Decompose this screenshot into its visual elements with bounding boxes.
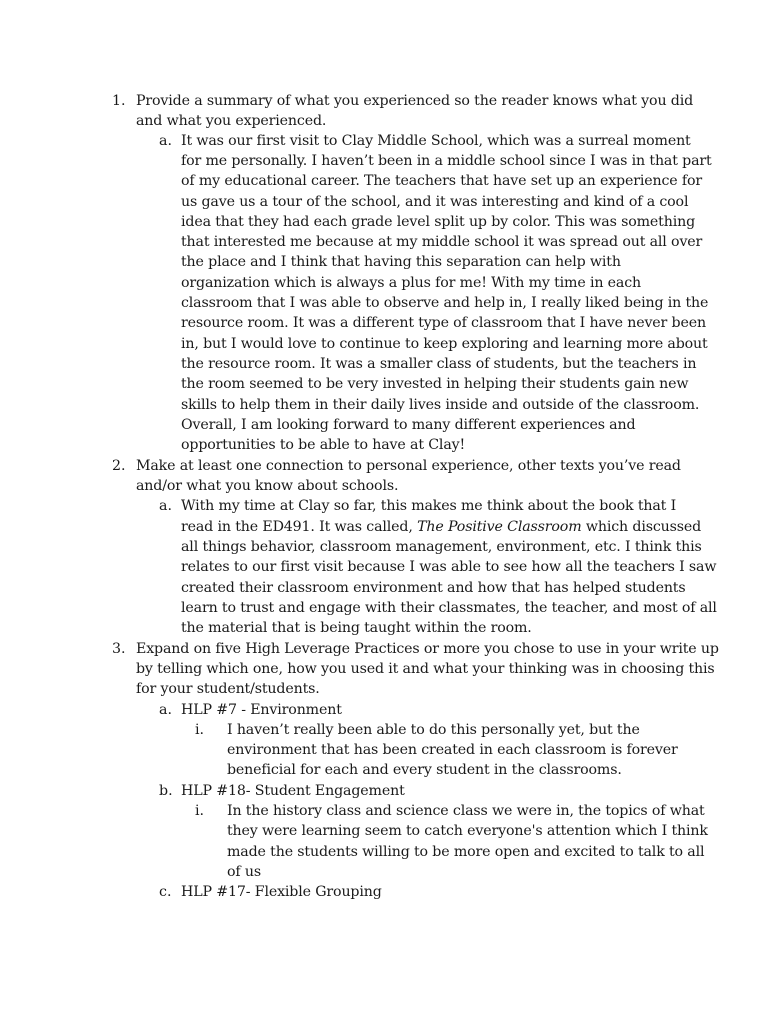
answer-line: skills to help them in their daily lives inside and outside of the classroom. [181, 397, 700, 413]
book-title: The Positive Classroom [417, 519, 582, 535]
answer-line: of us [227, 864, 261, 880]
list-marker: 1. [112, 93, 126, 109]
answer-line: It was our first visit to Clay Middle School, which was a surreal moment [181, 133, 691, 149]
list-marker: a. [159, 498, 172, 514]
answer-line: the material that is being taught within the room. [181, 620, 532, 636]
list-marker: b. [159, 783, 173, 799]
answer-line: that interested me because at my middle school it was spread out all over [181, 234, 703, 250]
answer-line: Overall, I am looking forward to many different experiences and [181, 417, 636, 433]
answer-line: relates to our first visit because I was able to see how all the teachers I saw [181, 559, 717, 575]
answer-line: classroom that I was able to observe and help in, I really liked being in the [181, 295, 709, 311]
question-line: Expand on five High Leverage Practices or more you chose to use in your write up [136, 641, 719, 657]
text-run: which discussed [581, 519, 702, 535]
answer-line: environment that has been created in each classroom is forever [227, 742, 678, 758]
answer-line: learn to trust and engage with their classmates, the teacher, and most of all [181, 600, 717, 616]
list-marker: i. [195, 803, 205, 819]
answer-line: they were learning seem to catch everyone's attention which I think [227, 823, 708, 839]
answer-line: organization which is always a plus for me! With my time in each [181, 275, 642, 291]
answer-line: us gave us a tour of the school, and it was interesting and kind of a cool [181, 194, 689, 210]
answer-line: made the students willing to be more open and excited to talk to all [227, 844, 705, 860]
question-line: and/or what you know about schools. [136, 478, 399, 494]
answer-line: idea that they had each grade level split up by color. This was something [181, 214, 696, 230]
answer-line: for me personally. I haven’t been in a middle school since I was in that part [181, 153, 712, 169]
question-line: Provide a summary of what you experienced so the reader knows what you did [136, 93, 694, 109]
list-marker: i. [195, 722, 205, 738]
question-line: Make at least one connection to personal experience, other texts you’ve read [136, 458, 681, 474]
answer-line: With my time at Clay so far, this makes me think about the book that I [181, 498, 677, 514]
answer-line: the resource room. It was a smaller class of students, but the teachers in [181, 356, 697, 372]
hlp-heading: HLP #7 - Environment [181, 702, 342, 718]
answer-line: of my educational career. The teachers that have set up an experience for [181, 173, 703, 189]
answer-line: all things behavior, classroom management, environment, etc. I think this [181, 539, 702, 555]
text-run: read in the ED491. It was called, [181, 519, 418, 535]
answer-line: the room seemed to be very invested in helping their students gain new [181, 376, 689, 392]
hlp-heading: HLP #17- Flexible Grouping [181, 884, 382, 900]
answer-line: opportunities to be able to have at Clay! [181, 437, 466, 453]
list-marker: 3. [112, 641, 126, 657]
list-marker: 2. [112, 458, 126, 474]
answer-line: the place and I think that having this separation can help with [181, 254, 621, 270]
list-marker: a. [159, 702, 172, 718]
answer-line: in, but I would love to continue to keep exploring and learning more about [181, 336, 708, 352]
question-line: and what you experienced. [136, 113, 327, 129]
list-marker: a. [159, 133, 172, 149]
answer-line [181, 517, 701, 537]
answer-line: beneficial for each and every student in the classrooms. [227, 762, 622, 778]
answer-line: In the history class and science class we were in, the topics of what [227, 803, 705, 819]
question-line: for your student/students. [136, 681, 320, 697]
list-marker: c. [159, 884, 172, 900]
hlp-heading: HLP #18- Student Engagement [181, 783, 405, 799]
answer-line: I haven’t really been able to do this personally yet, but the [227, 722, 640, 738]
answer-line: resource room. It was a different type of classroom that I have never been [181, 315, 706, 331]
answer-line: created their classroom environment and how that has helped students [181, 580, 686, 596]
question-line: by telling which one, how you used it and what your thinking was in choosing this [136, 661, 715, 677]
